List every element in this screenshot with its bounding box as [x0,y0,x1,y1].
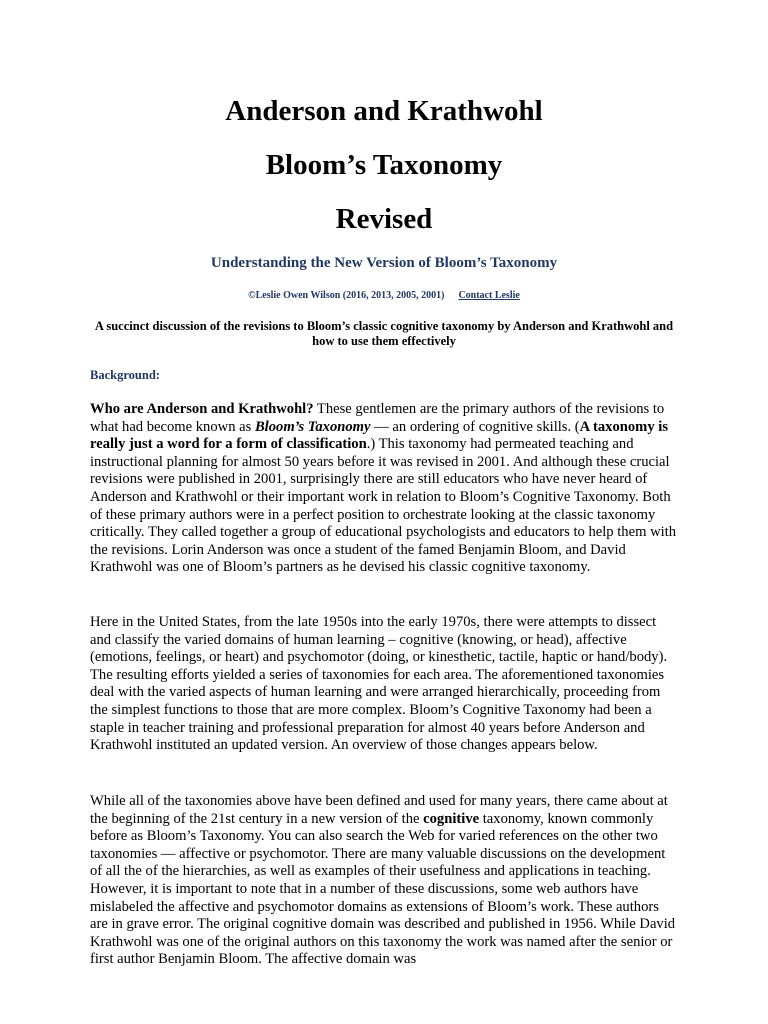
copyright-notice: ©Leslie Owen Wilson (2016, 2013, 2005, 2001) [248,290,445,301]
paragraph-text: These gentlemen are the primary authors of the revisions to what had become known as [90,401,665,435]
paragraph-text: While all of the taxonomies above have been defined and used for many years, there came about at the beginning of the 21st century in a new version of the [90,793,668,827]
page-title-line-2: Bloom’s Taxonomy [265,149,503,181]
paragraph-text: taxonomy, known commonly before as Bloom’s Taxonomy. You can also search the Web for varied references on the other two taxonomies — affective or psychomotor. There are many valuable discussions on the development of all the of the hierarchies, as well as examples of their usefulness and applications in teaching. However, it is important to note that in a number of these discussions, some web authors have mislabeled the affective and psychomotor domains as extensions of Bloom’s work. These authors are in grave error. The original cognitive domain was described and published in 1956. While David Krathwohl was one of the original authors on this taxonomy the work was named after the senior or first author Benjamin Bloom. The affective domain was [90,810,676,968]
taxonomy-definition: A taxonomy is really just a word for a form of classification [90,418,669,453]
paragraph-domains-history: Here in the United States, from the late 1950s into the early 1970s, there were attempts to dissect and classify the varied domains of human learning – cognitive (knowing, or head), affective (emotions, feelings, or heart) and psychomotor (doing, or kinesthetic, tactile, haptic or hand/body). The resulting efforts yielded a series of taxonomies for each area. The aforementioned taxonomies deal with the varied aspects of human learning and were arranged hierarchically, proceeding from the simplest functions to those that are more complex. Bloom’s Cognitive Taxonomy had been a staple in teacher training and professional preparation for almost 40 years before Anderson and Krathwohl instituted an updated version. An overview of those changes appears below. [90,614,668,754]
paragraph-new-version [90,793,680,969]
contact-leslie-link[interactable]: Contact Leslie [458,290,520,301]
paragraph-text: — an ordering of cognitive skills. ( [370,418,580,435]
author-credit [0,289,768,302]
paragraph-text: .) This taxonomy had permeated teaching and instructional planning for almost 50 years before it was revised in 2001. And although these crucial revisions were published in 2001, surprisingly there are still educators who have never heard of Anderson and Krathwohl or their important work in relation to Bloom’s Cognitive Taxonomy. Both of these primary authors were in a perfect position to orchestrate looking at the classic taxonomy critically. They called together a group of educational psychologists and educators to help them with the revisions. Lorin Anderson was once a student of the famed Benjamin Bloom, and David Krathwohl was one of Bloom’s partners as he devised his classic cognitive taxonomy. [90,436,677,576]
blooms-taxonomy-term: Bloom’s Taxonomy [254,418,371,435]
cognitive-term: cognitive [423,810,480,827]
background-heading: Background: [90,368,160,382]
paragraph-anderson-krathwohl [90,401,680,577]
page-subtitle: Understanding the New Version of Bloom’s Taxonomy [210,255,558,271]
page-title-line-3: Revised [335,203,433,235]
page-title-line-1: Anderson and Krathwohl [225,95,543,127]
paragraph-lead: Who are Anderson and Krathwohl? [90,401,314,417]
summary-text: A succinct discussion of the revisions to Bloom’s classic cognitive taxonomy by Anderson and Krathwohl and how to use them effectively [94,319,674,348]
